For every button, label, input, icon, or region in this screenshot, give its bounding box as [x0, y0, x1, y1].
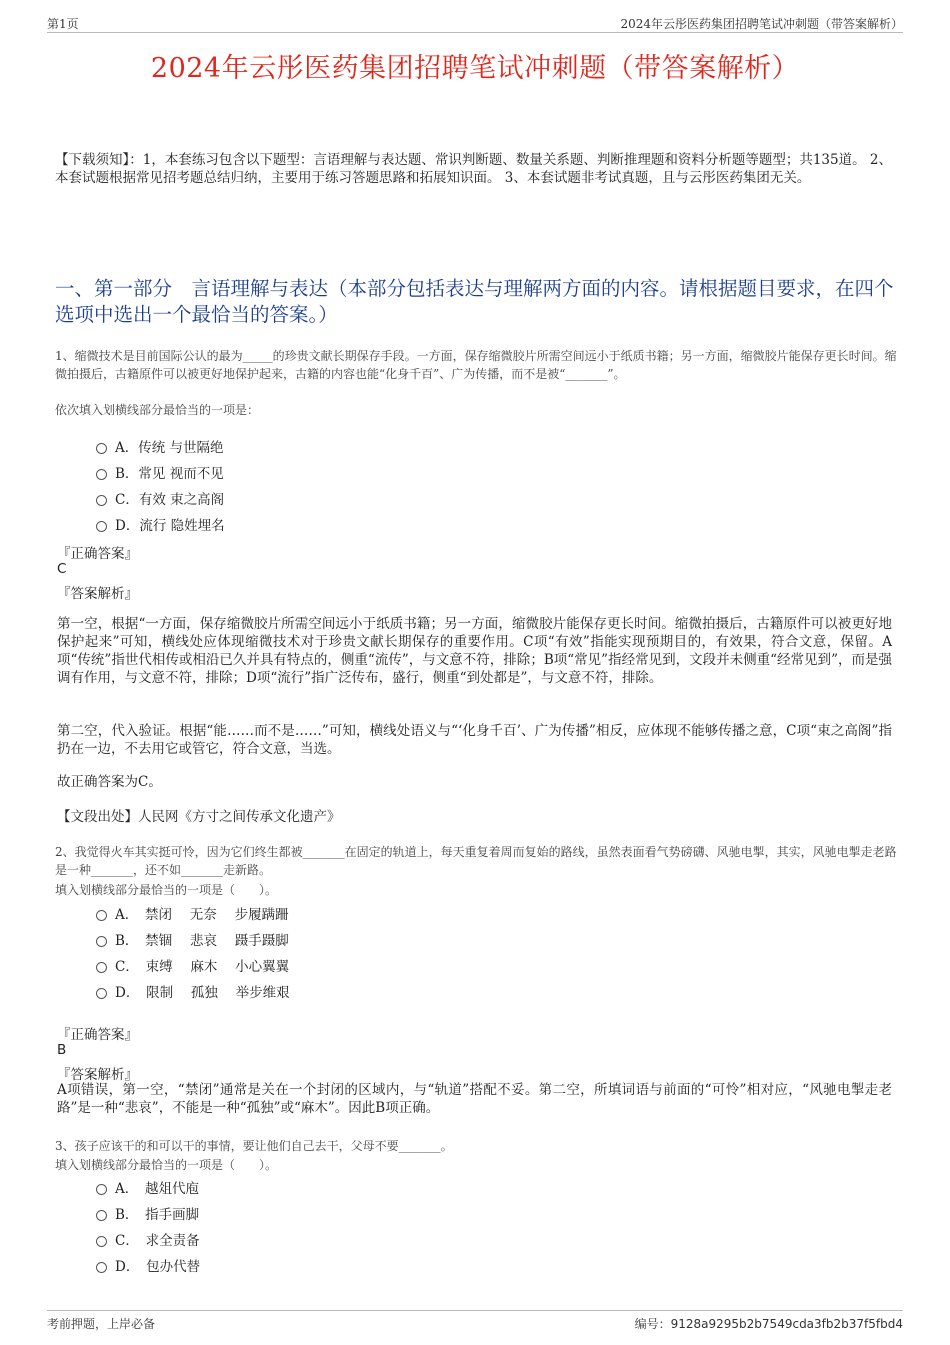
- analysis-conclusion: 故正确答案为C。: [57, 774, 162, 790]
- radio-icon[interactable]: [96, 1184, 107, 1195]
- analysis-paragraph-1: 第一空，根据“一方面，保存缩微胶片所需空间远小于纸质书籍；另一方面，缩微胶片能保存更长时间。缩微拍摄后，古籍原件可以被更好地保护起来”可知，横线处应体现缩微技术对于珍贵文献长期保存的重要作用。C项“有效”指能实现预期目的，有效果，符合文意，保留。A项“传统”指世代相传或相沿已久并具有特点的，侧重“流传”，与文意不符，排除；B项“常见”指经常见到，文段并未侧重“经常见到”，而是强调有作用，与文意不符，排除；D项“流行”指广泛传布，盛行，侧重“到处都是”，与文意不符，排除。: [57, 616, 892, 686]
- radio-icon[interactable]: [96, 936, 107, 947]
- header-doc-title: 2024年云彤医药集团招聘笔试冲刺题（带答案解析）: [620, 17, 903, 31]
- analysis-paragraph: A项错误，第一空，“禁闭”通常是关在一个封闭的区域内，与“轨道”搭配不妥。第二空，所填词语与前面的“可怜”相对应，“风驰电掣走老路”是一种“悲哀”，不能是一种“孤独”或“麻木”。因此B项正确。: [57, 1082, 892, 1116]
- radio-icon[interactable]: [96, 988, 107, 999]
- page-footer: [47, 1310, 903, 1329]
- radio-icon[interactable]: [96, 1236, 107, 1247]
- text-source: 【文段出处】人民网《方寸之间传承文化遗产》: [57, 809, 341, 825]
- page-header: [47, 14, 903, 33]
- option-c[interactable]: C． 束缚 麻木 小心翼翼: [96, 952, 290, 978]
- radio-icon[interactable]: [96, 910, 107, 921]
- download-notice: 【下载须知】：1，本套练习包含以下题型：言语理解与表达题、常识判断题、数量关系题、判断推理题和资料分析题等题型；共135道。 2、本套试题根据常见招考题总结归纳，主要用于练习答题思路和拓展知识面。 3、本套试题非考试真题，且与云彤医药集团无关。: [55, 152, 892, 186]
- option-c[interactable]: C．有效 束之高阁: [96, 485, 225, 511]
- answer-value: C: [57, 561, 67, 577]
- page-number: 第1页: [47, 17, 79, 31]
- option-a[interactable]: A．传统 与世隔绝: [96, 433, 225, 459]
- answer-label: 『正确答案』: [57, 1027, 138, 1043]
- question-1-stem: 1、缩微技术是目前国际公认的最为_____的珍贵文献长期保存手段。一方面，保存缩微胶片所需空间远小于纸质书籍；另一方面，缩微胶片能保存更长时间。缩微拍摄后，古籍原件可以被更好地保护起来，古籍的内容也能“化身千百”、广为传播，而不是被“_______”。: [55, 349, 897, 381]
- section-heading: 一、第一部分 言语理解与表达（本部分包括表达与理解两方面的内容。请根据题目要求，在四个选项中选出一个最恰当的答案。）: [55, 277, 894, 326]
- radio-icon[interactable]: [96, 495, 107, 506]
- analysis-label: 『答案解析』: [57, 1067, 138, 1083]
- question-2-options: [96, 900, 290, 1004]
- option-a[interactable]: A． 禁闭 无奈 步履蹒跚: [96, 900, 290, 926]
- footer-doc-id: 编号：9128a9295b2b7549cda3fb2b37f5fbd4: [634, 1317, 903, 1331]
- radio-icon[interactable]: [96, 521, 107, 532]
- question-1-prompt: 依次填入划横线部分最恰当的一项是：: [55, 403, 260, 417]
- analysis-label: 『答案解析』: [57, 586, 138, 602]
- option-a[interactable]: A． 越俎代庖: [96, 1174, 200, 1200]
- answer-value: B: [57, 1042, 67, 1058]
- page-title: 2024年云彤医药集团招聘笔试冲刺题（带答案解析）: [150, 53, 800, 84]
- option-b[interactable]: B． 禁锢 悲哀 蹑手蹑脚: [96, 926, 290, 952]
- question-1-options: [96, 433, 225, 537]
- radio-icon[interactable]: [96, 1262, 107, 1273]
- analysis-paragraph-2: 第二空，代入验证。根据“能……而不是……”可知，横线处语义与“‘化身千百’、广为传播”相反，应体现不能够传播之意，C项“束之高阁”指扔在一边，不去用它或管它，符合文意，当选。: [57, 723, 892, 757]
- footer-slogan: 考前押题，上岸必备: [47, 1317, 156, 1331]
- question-2-stem: 2、我觉得火车其实挺可怜，因为它们终生都被_______在固定的轨道上，每天重复着周而复始的路线，虽然表面看气势磅礴、风驰电掣，其实，风驰电掣走老路是一种_______，还不如_______走新路。: [55, 845, 897, 877]
- radio-icon[interactable]: [96, 443, 107, 454]
- option-b[interactable]: B． 指手画脚: [96, 1200, 200, 1226]
- option-b[interactable]: B．常见 视而不见: [96, 459, 225, 485]
- radio-icon[interactable]: [96, 1210, 107, 1221]
- option-c[interactable]: C． 求全责备: [96, 1226, 200, 1252]
- question-2-prompt: 填入划横线部分最恰当的一项是（ ）。: [55, 883, 278, 897]
- question-3-prompt: 填入划横线部分最恰当的一项是（ ）。: [55, 1158, 278, 1172]
- question-3-options: [96, 1174, 200, 1278]
- answer-label: 『正确答案』: [57, 546, 138, 562]
- radio-icon[interactable]: [96, 962, 107, 973]
- option-d[interactable]: D． 包办代替: [96, 1252, 200, 1278]
- option-d[interactable]: D．流行 隐姓埋名: [96, 511, 225, 537]
- question-3-stem: 3、孩子应该干的和可以干的事情，要让他们自己去干，父母不要_______。: [55, 1139, 453, 1153]
- radio-icon[interactable]: [96, 469, 107, 480]
- option-d[interactable]: D． 限制 孤独 举步维艰: [96, 978, 290, 1004]
